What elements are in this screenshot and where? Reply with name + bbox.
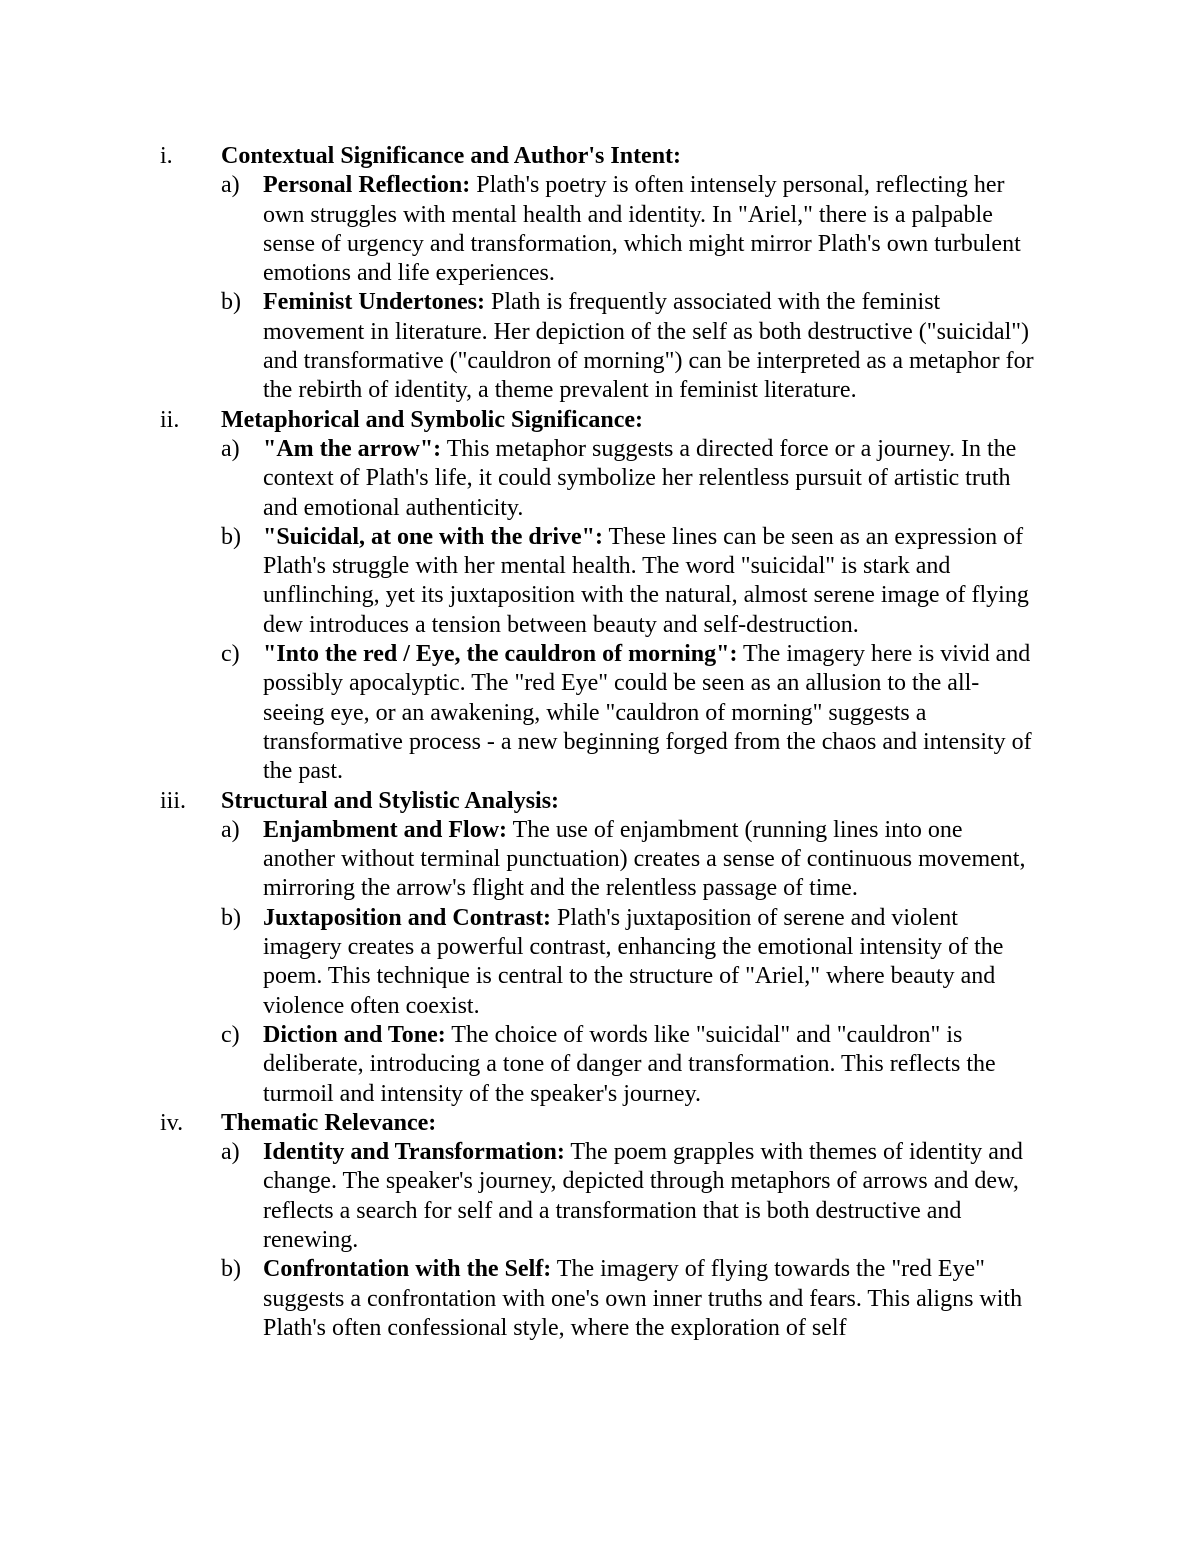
section-body bbox=[221, 142, 1040, 406]
item-text bbox=[263, 523, 1040, 640]
item-description: The poem grapples with themes of identity and change. The speaker's journey, depicted through metaphors of arrows and dew, reflects a search for self and a transformation that is both destructive and renewing. bbox=[263, 1139, 1023, 1253]
section-body bbox=[221, 1109, 1040, 1343]
item-term: Identity and Transformation: bbox=[263, 1139, 565, 1166]
section-numeral: ii. bbox=[160, 406, 180, 433]
item-text bbox=[263, 904, 1040, 1021]
item-letter: c) bbox=[221, 641, 240, 668]
list-item bbox=[221, 435, 1040, 523]
item-text bbox=[263, 1021, 1040, 1109]
item-term: "Suicidal, at one with the drive": bbox=[263, 523, 603, 550]
item-description: These lines can be seen as an expression of Plath's struggle with her mental health. The word "suicidal" is stark and unflinching, yet its juxtaposition with the natural, almost serene image of flying dew introduces a tension between beauty and self-destruction. bbox=[263, 523, 1029, 638]
item-letter: a) bbox=[221, 435, 240, 462]
item-description: The use of enjambment (running lines into one another without terminal punctuation) creates a sense of continuous movement, mirroring the arrow's flight and the relentless passage of time. bbox=[263, 816, 1026, 902]
list-item bbox=[221, 640, 1040, 786]
section-numeral: iv. bbox=[160, 1109, 184, 1136]
item-description: Plath is frequently associated with the feminist movement in literature. Her depiction of the self as both destructive ("suicidal") and transformative ("cauldron of morning") can be interpreted as a metaphor for the rebirth of identity, a theme prevalent in feminist literature. bbox=[263, 289, 1034, 404]
item-letter: c) bbox=[221, 1021, 240, 1048]
item-description: The imagery here is vivid and possibly apocalyptic. The "red Eye" could be seen as an allusion to the all-seeing eye, or an awakening, while "cauldron of morning" suggests a transformative process - a new beginning forged from the chaos and intensity of the past. bbox=[263, 641, 1032, 785]
item-text bbox=[263, 288, 1040, 405]
item-text bbox=[263, 1255, 1040, 1343]
list-item bbox=[221, 1138, 1040, 1255]
item-description: The choice of words like "suicidal" and "cauldron" is deliberate, introducing a tone of danger and transformation. This reflects the turmoil and intensity of the speaker's journey. bbox=[263, 1021, 996, 1107]
item-term: Enjambment and Flow: bbox=[263, 816, 508, 843]
item-text bbox=[263, 1138, 1040, 1255]
item-description: Plath's poetry is often intensely personal, reflecting her own struggles with mental health and identity. In "Ariel," there is a palpable sense of urgency and transformation, which might mirror Plath's own turbulent emotions and life experiences. bbox=[263, 172, 1021, 287]
section-body bbox=[221, 787, 1040, 1109]
item-term: Feminist Undertones: bbox=[263, 289, 485, 316]
item-description: The imagery of flying towards the "red Eye" suggests a confrontation with one's own inner truths and fears. This aligns with Plath's often confessional style, where the exploration of self bbox=[263, 1256, 1023, 1341]
list-item bbox=[221, 523, 1040, 640]
item-text bbox=[263, 171, 1040, 288]
section-metaphorical-significance bbox=[160, 406, 1040, 787]
section-structural-analysis bbox=[160, 787, 1040, 1109]
list-item bbox=[221, 816, 1040, 904]
section-numeral: i. bbox=[160, 143, 173, 169]
item-letter: b) bbox=[221, 1256, 241, 1283]
list-item bbox=[221, 1255, 1040, 1343]
section-body bbox=[221, 406, 1040, 787]
item-term: "Am the arrow": bbox=[263, 435, 442, 462]
list-item bbox=[221, 1021, 1040, 1109]
item-term: Confrontation with the Self: bbox=[263, 1256, 552, 1283]
item-letter: b) bbox=[221, 523, 241, 550]
item-text bbox=[263, 816, 1040, 904]
item-letter: a) bbox=[221, 172, 240, 199]
outline-list bbox=[160, 142, 1040, 1343]
item-letter: a) bbox=[221, 1139, 240, 1166]
section-title: Structural and Stylistic Analysis: bbox=[221, 787, 560, 814]
section-title: Metaphorical and Symbolic Significance: bbox=[221, 406, 643, 433]
item-description: Plath's juxtaposition of serene and violent imagery creates a powerful contrast, enhancing the emotional intensity of the poem. This technique is central to the structure of "Ariel," where beauty and violence often coexist. bbox=[263, 904, 1004, 1019]
item-letter: b) bbox=[221, 289, 241, 316]
list-item bbox=[221, 904, 1040, 1021]
item-term: Personal Reflection: bbox=[263, 172, 471, 199]
item-description: This metaphor suggests a directed force or a journey. In the context of Plath's life, it could symbolize her relentless pursuit of artistic truth and emotional authenticity. bbox=[263, 435, 1017, 521]
item-text bbox=[263, 435, 1040, 523]
section-title: Thematic Relevance: bbox=[221, 1109, 437, 1136]
item-text bbox=[263, 640, 1040, 786]
item-term: "Into the red / Eye, the cauldron of morning": bbox=[263, 641, 738, 668]
item-term: Diction and Tone: bbox=[263, 1021, 446, 1048]
list-item bbox=[221, 288, 1040, 405]
item-letter: b) bbox=[221, 904, 241, 931]
item-term: Juxtaposition and Contrast: bbox=[263, 904, 552, 931]
item-letter: a) bbox=[221, 816, 240, 843]
list-item bbox=[221, 171, 1040, 288]
section-numeral: iii. bbox=[160, 787, 187, 814]
section-contextual-significance bbox=[160, 142, 1040, 406]
section-thematic-relevance bbox=[160, 1109, 1040, 1343]
section-title: Contextual Significance and Author's Intent: bbox=[221, 143, 682, 169]
